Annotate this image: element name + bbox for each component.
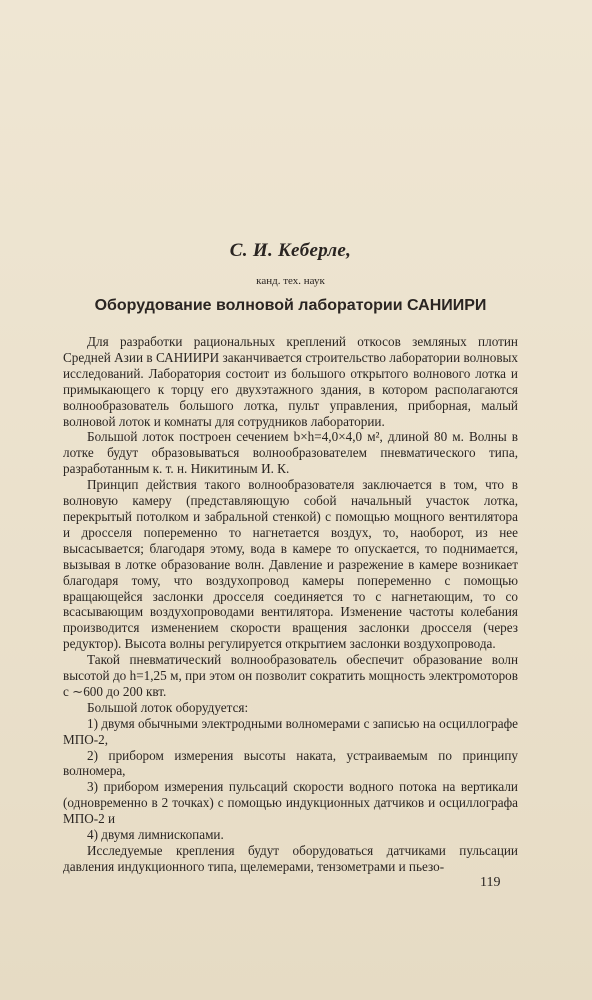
article-title: Оборудование волновой лаборатории САНИИРИ (94, 297, 487, 314)
author-name: С. И. Keберле, (229, 240, 352, 261)
paragraph-intro: Для разработки рациональных креплений откосов земляных плотин Средней Азии в САНИИРИ заканчивается строительство лаборатории волновых исследований. Лаборатория состоит из большого открытого волнового лотка и примыкающего к торцу его двухэтажного здания, в котором располагаются волнообразователь большого лотка, пульт управления, приборная, малый волновой лоток и комнаты для сотрудников лаборатории. (63, 334, 518, 429)
paragraph-sensors: Исследуемые крепления будут оборудоваться датчиками пульсации давления индукционного типа, щелемерами, тензометрами и пьезо- (63, 843, 518, 874)
list-item-limniscopes: 4) двумя лимнископами. (87, 827, 224, 843)
list-item-pulsation-device: 3) прибором измерения пульсаций скорости водного потока на вертикали (одновременно в 2 точках) с помощью индукционных датчиков и осциллографа МПО-2 и (63, 779, 518, 827)
list-item-wave-gauges: 1) двумя обычными электродными волномерами с записью на осциллографе МПО-2, (63, 715, 518, 747)
paragraph-flume-size: Большой лоток построен сечением b×h=4,0×4,0 м², длиной 80 м. Волны в лотке будут образовываться волнообразователем пневматического типа, разработанным к. т. н. Никитиным И. К. (63, 429, 518, 477)
paragraph-principle: Принцип действия такого волнообразователя заключается в том, что в волновую камеру (представляющую собой начальный участок лотка, перекрытый потолком и забральной стенкой) с помощью мощного вентилятора и дросселя попеременно то нагнетается воздух, то, наоборот, из нее высасывается; благодаря этому, вода в камере то опускается, то поднимается, вызывая в лотке образование волн. Давление и разрежение в камере возникает благодаря тому, что воздухопровод камеры попеременно с помощью вращающейся заслонки дросселя соединяется то с нагнетающим, то со всасывающим воздухопроводами вентилятора. Изменение частоты колебания производится изменением скорости вращения заслонки дросселя (через редуктор). Высота волны регулируется открытием заслонки воздухопровода. (63, 477, 518, 652)
paragraph-equipment-intro: Большой лоток оборудуется: (87, 699, 249, 715)
page-number: 119 (480, 875, 501, 890)
article-body (63, 334, 518, 875)
author-degree: канд. тех. наук (256, 275, 325, 287)
list-item-runup-device: 2) прибором измерения высоты наката, устраиваемым по принципу волномера, (63, 747, 518, 779)
paragraph-wave-height: Такой пневматический волнообразователь обеспечит образование волн высотой до h=1,25 м, при этом он позволит сократить мощность электромоторов с ∼600 до 200 квт. (63, 652, 518, 699)
